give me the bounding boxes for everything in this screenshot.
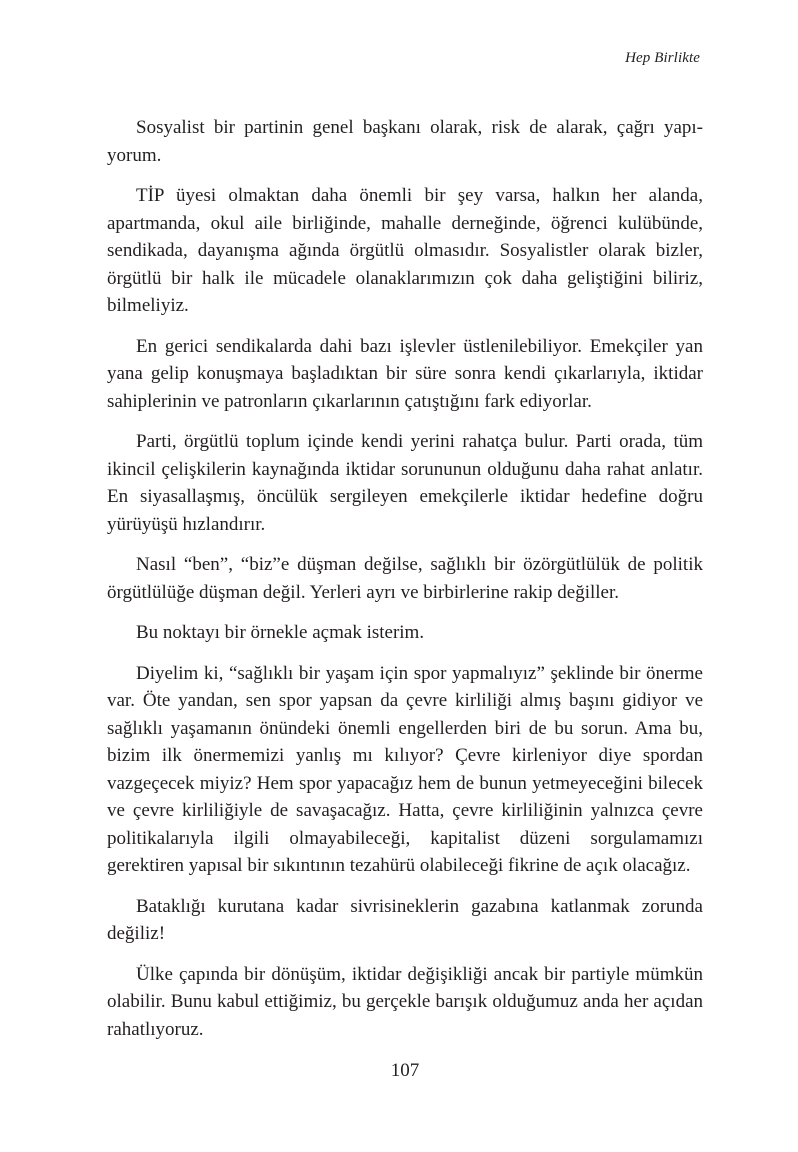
paragraph: Parti, örgütlü toplum içinde kendi yerini rahatça bulur. Parti orada, tüm ikincil çelişkilerin kaynağında iktidar sorununun olduğunu daha rahat anlatır. En siyasallaşmış, öncülük sergileyen emekçilerle iktidar hedefine doğru yürüyüşü hızlandırır.: [107, 431, 703, 535]
paragraph: Bataklığı kurutana kadar sivrisineklerin gazabına katlanmak zorunda değiliz!: [107, 895, 703, 944]
paragraph: Nasıl “ben”, “biz”e düşman değilse, sağlıklı bir özörgütlülük de politik örgütlülüğe düşman değil. Yerleri ayrı ve birbirlerine rakip değiller.: [107, 554, 703, 603]
body-text: [107, 114, 703, 1056]
paragraph: TİP üyesi olmaktan daha önemli bir şey varsa, halkın her alanda, apartmanda, okul aile birliğinde, mahalle derneğinde, öğrenci kulübünde, sendikada, dayanışma ağında örgütlü olmasıdır. Sosyalistler olarak bizler, örgütlü bir halk ile mücadele olanaklarımızın çok daha geliştiğini biliriz, bilmeliyiz.: [107, 185, 703, 316]
paragraph: Sosyalist bir partinin genel başkanı olarak, risk de alarak, çağrı yapıyorum.: [107, 117, 703, 166]
paragraph: Ülke çapında bir dönüşüm, iktidar değişikliği ancak bir partiyle mümkün olabilir. Bunu kabul ettiğimiz, bu gerçekle barışık olduğumuz anda her açıdan rahatlıyoruz.: [107, 963, 703, 1040]
paragraph: Diyelim ki, “sağlıklı bir yaşam için spor yapmalıyız” şeklinde bir önerme var. Öte yandan, sen spor yapsan da çevre kirliliği almış başını gidiyor ve sağlıklı yaşamanın önündeki önemli engellerden biri de bu sorun. Ama bu, bizim ilk önermemizi yanlış mı kılıyor? Çevre kirleniyor diye spordan vazgeçecek miyiz? Hem spor yapacağız hem de bunun yetmeyeceğini bilecek ve çevre kirliliğiyle de savaşacağız. Hatta, çevre kirliliğinin yalnızca çevre politikalarıyla ilgili olmayabileceği, kapitalist düzeni sorgulamamızı gerektiren yapısal bir sıkıntının tezahürü olabileceği fikrine de açık olacağız.: [107, 662, 703, 876]
running-header: Hep Birlikte: [625, 50, 700, 66]
paragraph: En gerici sendikalarda dahi bazı işlevler üstlenilebiliyor. Emekçiler yan yana gelip konuşmaya başladıktan bir süre sonra kendi çıkarlarıyla, iktidar sahiplerinin ve patronların çıkarlarının çatıştığını fark ediyorlar.: [107, 335, 703, 412]
page-number: 107: [390, 1060, 420, 1081]
paragraph: Bu noktayı bir örnekle açmak isterim.: [136, 622, 425, 643]
